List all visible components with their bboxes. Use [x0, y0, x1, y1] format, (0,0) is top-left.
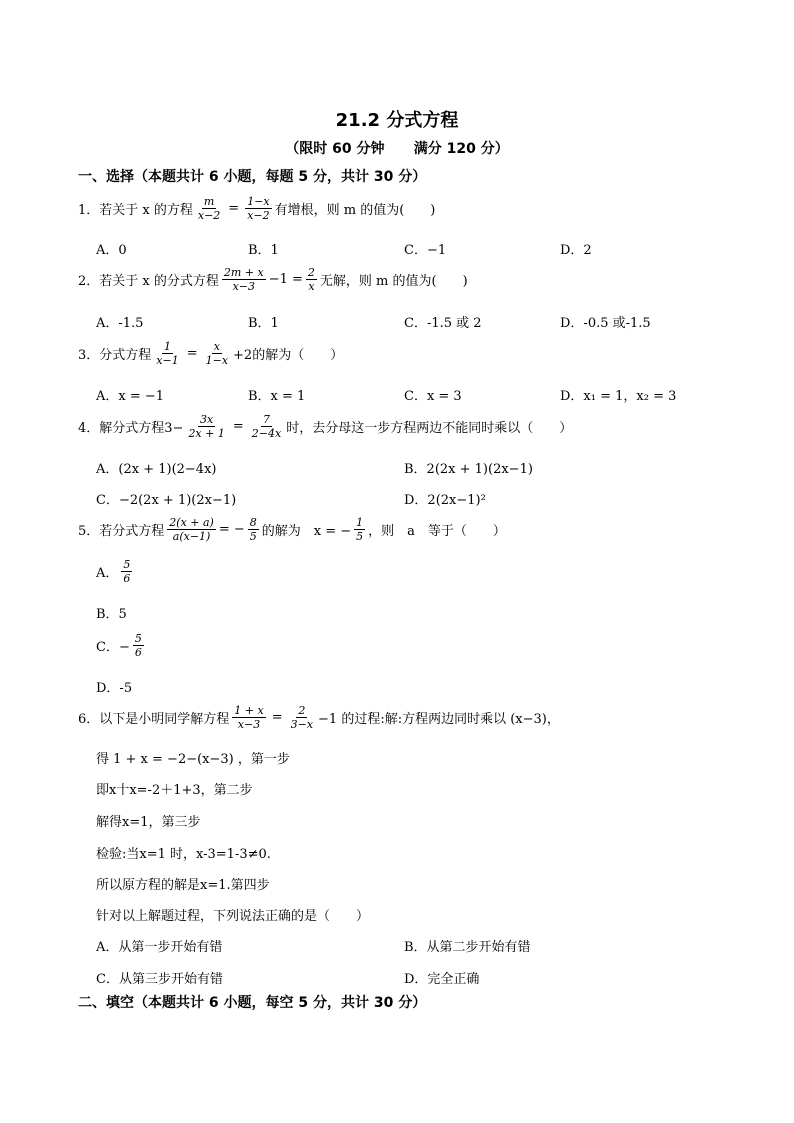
q1-prefix: 1．若关于 x 的方程 [78, 203, 193, 218]
q3-f1-den: x−1 [156, 354, 179, 367]
q5-suffix: ，则 a 等于（ ） [368, 524, 506, 539]
q6-check: 检验:当x=1 时，x-3=1-3≠0. [96, 847, 271, 862]
q4-suffix: 时，去分母这一步方程两边不能同时乘以（ ） [286, 421, 573, 436]
question-6 [78, 704, 560, 731]
q6-f2-den: 3−x [290, 718, 314, 731]
q5-option-b: B．5 [96, 607, 127, 622]
q5-f1-den: a(x−1) [172, 530, 211, 543]
q2-prefix: 2．若关于 x 的分式方程 [78, 274, 219, 289]
q3-option-a: A．x = −1 [96, 389, 165, 404]
q5-option-d: D．-5 [96, 681, 133, 696]
q6-option-b: B．从第二步开始有错 [404, 940, 531, 955]
q1-suffix: 有增根，则 m 的值为( ) [274, 203, 436, 218]
q5-fraction-solution [354, 516, 365, 543]
q1-option-c: C．−1 [404, 243, 447, 258]
q6-step-1: 得 1 + x = −2−(x−3) ，第一步 [96, 752, 290, 767]
q6-fraction-right [289, 704, 315, 731]
q5-fraction-right [248, 516, 259, 543]
q6-f2-num: 2 [298, 704, 306, 717]
q5-prefix: 5．若分式方程 [78, 524, 165, 539]
q2-f1-den: x−3 [232, 280, 255, 293]
q5-f3-num: 1 [356, 516, 364, 529]
q1-f1-num: m [203, 195, 215, 208]
q3-equals: = [186, 346, 198, 361]
q1-f2-num: 1−x [247, 195, 270, 208]
q1-equals: = [228, 201, 240, 216]
q2-f1-num: 2m + x [223, 266, 264, 279]
q6-option-a: A．从第一步开始有错 [96, 940, 223, 955]
q5-f1-num: 2(x + a) [169, 516, 214, 529]
q3-option-b: B．x = 1 [248, 389, 306, 404]
section-2-heading: 二、填空（本题共计 6 小题，每空 5 分，共计 30 分） [78, 995, 427, 1011]
q2-fraction-right [306, 266, 317, 293]
q6-equals: = [271, 710, 283, 725]
q5-f2-den: 5 [249, 530, 257, 543]
q4-option-d: D．2(2x−1)² [404, 493, 486, 508]
q1-option-a: A．0 [96, 243, 127, 258]
q2-middle: −1 = [268, 272, 303, 287]
q5-middle-2: 的解为 x = − [261, 524, 352, 539]
page-subtitle: （限时 60 分钟 满分 120 分） [285, 141, 509, 157]
q1-option-d: D．2 [560, 243, 592, 258]
q2-option-d: D．-0.5 或-1.5 [560, 316, 651, 331]
q4-fraction-left [186, 413, 226, 440]
q6-prefix: 6．以下是小明同学解方程 [78, 712, 230, 727]
q5-option-a-label: A． [96, 566, 119, 581]
q3-f2-den: 1−x [205, 354, 229, 367]
q2-fraction-left [222, 266, 266, 293]
q1-fraction-right [245, 195, 271, 222]
q5-option-c-den: 6 [134, 646, 142, 659]
q6-step-3: 解得x=1，第三步 [96, 815, 201, 830]
q6-fraction-left [232, 704, 265, 731]
q4-equals: = [232, 419, 244, 434]
q3-prefix: 3．分式方程 [78, 348, 152, 363]
q5-option-c-num: 5 [134, 632, 142, 645]
q6-option-c: C．从第三步开始有错 [96, 972, 223, 987]
q5-option-c-label: C．− [96, 640, 130, 655]
q5-option-c-fraction [133, 632, 144, 659]
q3-option-c: C．x = 3 [404, 389, 462, 404]
question-2 [78, 266, 468, 293]
q6-step-2: 即x十x=-2＋1+3，第二步 [96, 783, 253, 798]
question-3 [78, 340, 343, 367]
q5-option-c [96, 632, 147, 659]
q3-option-d: D．x₁ = 1，x₂ = 3 [560, 389, 677, 404]
question-4 [78, 413, 572, 440]
q5-fraction-left [167, 516, 216, 543]
q6-suffix: −1 的过程:解:方程两边同时乘以 (x−3)， [318, 712, 560, 727]
question-5 [78, 516, 506, 543]
q5-option-a-fraction [121, 558, 132, 585]
q4-prefix: 4．解分式方程3− [78, 421, 184, 436]
q1-fraction-left [196, 195, 222, 222]
q2-option-b: B．1 [248, 316, 279, 331]
q5-option-a [96, 558, 135, 585]
q6-option-d: D．完全正确 [404, 972, 480, 987]
q5-f3-den: 5 [356, 530, 364, 543]
q5-option-a-den: 6 [123, 572, 131, 585]
q3-f2-num: x [213, 340, 220, 353]
section-1-heading: 一、选择（本题共计 6 小题，每题 5 分，共计 30 分） [78, 169, 427, 185]
q3-suffix: +2的解为（ ） [233, 348, 344, 363]
q2-option-c: C．-1.5 或 2 [404, 316, 482, 331]
q4-f2-den: 2−4x [251, 427, 282, 440]
q1-f1-den: x−2 [197, 209, 221, 222]
question-1 [78, 195, 435, 222]
q5-middle: = − [218, 522, 245, 537]
q1-f2-den: x−2 [247, 209, 270, 222]
q4-fraction-right [250, 413, 283, 440]
q3-fraction-left [154, 340, 180, 367]
q6-step-4: 所以原方程的解是x=1.第四步 [96, 878, 270, 893]
q3-fraction-right [204, 340, 230, 367]
q2-suffix: 无解，则 m 的值为( ) [319, 274, 468, 289]
q3-f1-num: 1 [163, 340, 171, 353]
q4-option-a: A．(2x + 1)(2−4x) [96, 462, 217, 477]
page-title: 21.2 分式方程 [335, 110, 459, 131]
q2-option-a: A．-1.5 [96, 316, 144, 331]
q2-f2-num: 2 [307, 266, 315, 279]
q6-f1-den: x−3 [237, 718, 261, 731]
q4-option-c: C．−2(2x + 1)(2x−1) [96, 493, 237, 508]
q4-f1-den: 2x + 1 [188, 427, 225, 440]
q4-f2-num: 7 [262, 413, 270, 426]
q2-f2-den: x [308, 280, 315, 293]
q4-option-b: B．2(2x + 1)(2x−1) [404, 462, 533, 477]
q5-option-a-num: 5 [123, 558, 131, 571]
q6-f1-num: 1 + x [234, 704, 264, 717]
q1-option-b: B．1 [248, 243, 279, 258]
q4-f1-num: 3x [200, 413, 214, 426]
q6-question: 针对以上解题过程，下列说法正确的是（ ） [96, 909, 370, 924]
q5-f2-num: 8 [249, 516, 257, 529]
